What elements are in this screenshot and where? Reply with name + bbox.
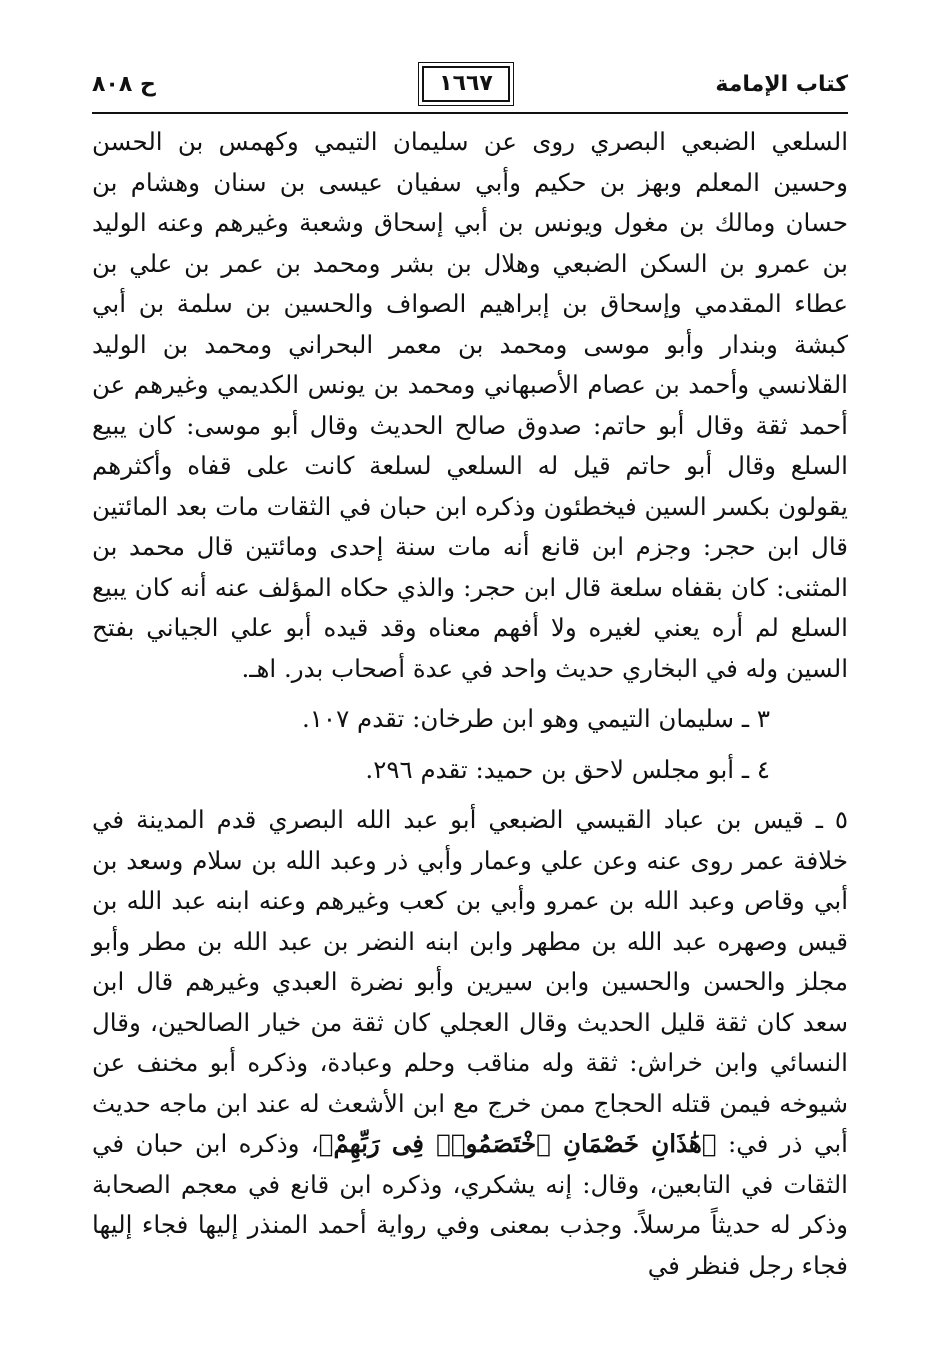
page-header [92,66,848,110]
quran-verse: هَٰذَانِ خَصْمَانِ ٱخْتَصَمُوا۟ فِى رَبِّهِمْ [333,1129,702,1158]
narrator-note-4: ٤ ـ أبو مجلس لاحق بن حميد: تقدم ٢٩٦. [365,754,770,784]
narrator-note-3: ٣ ـ سليمان التيمي وهو ابن طرخان: تقدم ١٠٧. [301,704,770,733]
narrator-5-paragraph [92,800,848,1286]
hadith-reference: ح ٨٠٨ [92,72,156,97]
page-body [92,122,848,1286]
quran-open-bracket: ﴿ [701,1129,717,1158]
narrator-bio-paragraph: السلعي الضبعي البصري روى عن سليمان التيمي وكهمس بن الحسن وحسين المعلم وبهز بن حكيم وأبي سفيان عيسى بن سنان وهشام بن حسان ومالك بن مغول ويونس بن أبي إسحاق وشعبة وغيرهم وعنه الوليد بن عمرو بن السكن الضبعي وهلال بن بشر ومحمد بن عمر بن علي بن عطاء المقدمي وإسحاق بن إبراهيم الصواف والحسين بن سلمة بن أبي كبشة وبندار وأبو موسى ومحمد بن معمر البحراني ومحمد بن الوليد القلانسي وأحمد بن عصام الأصبهاني ومحمد بن يونس الكديمي وغيرهم عن أحمد ثقة وقال أبو حاتم: صدوق صالح الحديث وقال أبو موسى: كان يبيع السلع وقال أبو حاتم قيل له السلعي لسلعة كانت على قفاه وأكثرهم يقولون بكسر السين فيخطئون وذكره ابن حبان في الثقات مات بعد المائتين قال ابن حجر: وجزم ابن قانع أنه مات سنة إحدى ومائتين قال محمد بن المثنى: كان بقفاه سلعة قال ابن حجر: والذي حكاه المؤلف عنه أنه كان يبيع السلع لم أره يعني لغيره ولا أفهم معناه وقد قيده أبو علي الجياني بفتح السين وله في البخاري حديث واحد في عدة أصحاب بدر. اهـ. [92,127,848,683]
page-number-box: ١٦٦٧ [422,66,510,102]
narrator-5-text-continued: ، وذكره ابن حبان في الثقات في التابعين، وقال: إنه يشكري، وذكره ابن قانع في معجم الصحابة وذكر له حديثاً مرسلاً. وجذب بمعنى وفي رواية أحمد المنذر إليها فجاء إليها فجاء رجل فنظر في [92,1129,848,1280]
quran-close-bracket: ﴾ [318,1129,334,1158]
book-title: كتاب الإمامة [715,72,848,97]
narrator-5-text: ٥ ـ قيس بن عباد القيسي الضبعي أبو عبد الله البصري قدم المدينة في خلافة عمر روى عنه وعن علي وعمار وأبي ذر وعبد الله بن سلام وسعد بن أبي وقاص وعبد الله بن عمرو وأبي بن كعب وغيرهم وعنه ابنه عبد الله بن قيس وصهره عبد الله بن مطهر وابن ابنه النضر بن عبد الله بن مطر وأبو مجلز والحسن والحسين وابن سيرين وأبو نضرة العبدي وغيرهم قال ابن سعد كان ثقة قليل الحديث وقال العجلي كان ثقة من خيار الصالحين، وقال النسائي وابن خراش: ثقة وله مناقب وحلم وعبادة، وذكره أبو مخنف عن شيوخه فيمن قتله الحجاج ممن خرج مع ابن الأشعث له عند ابن ماجه حديث أبي ذر في: [92,805,848,1158]
header-rule [92,112,848,114]
